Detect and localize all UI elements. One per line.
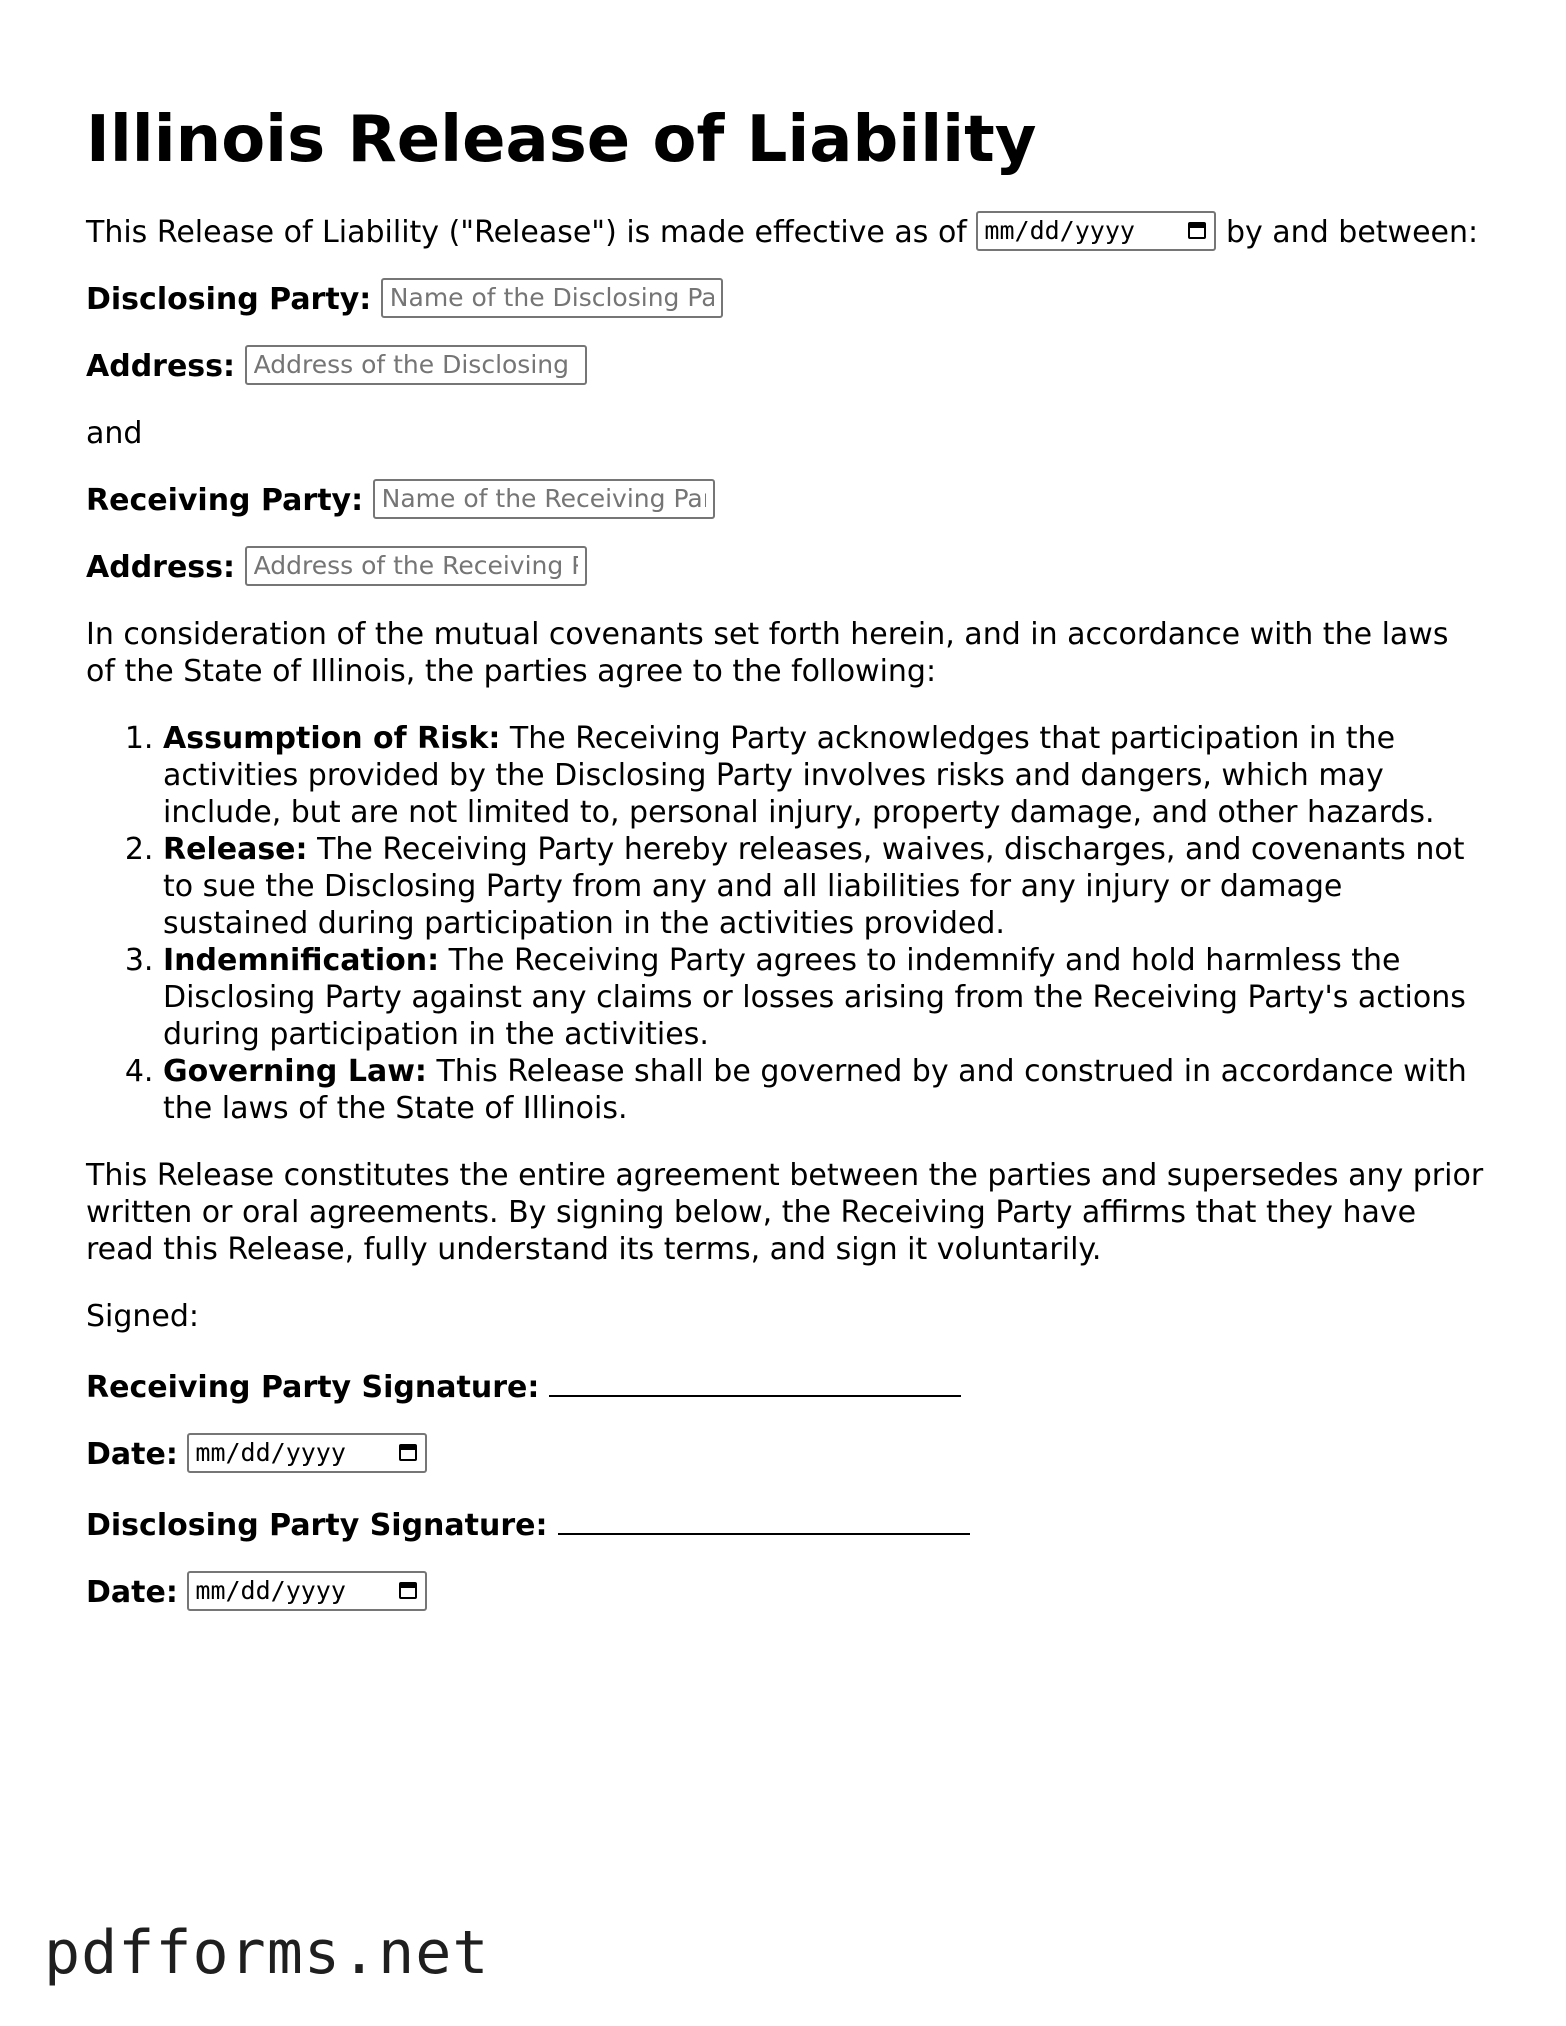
disclosing-date-label: Date: (86, 1575, 178, 1610)
intro-text-after: by and between: (1225, 215, 1479, 250)
term-text: This Release shall be governed by and construed in accordance with the laws of the State of Illinois. (163, 1054, 1467, 1126)
signed-text: Signed: (86, 1299, 200, 1334)
and-text: and (86, 416, 143, 451)
effective-date-input[interactable] (976, 211, 1216, 251)
disclosing-party-name-input[interactable] (381, 278, 723, 318)
list-item (163, 720, 1486, 831)
intro-text-before: This Release of Liability ("Release") is made effective as of (86, 215, 967, 250)
term-text: The Receiving Party agrees to indemnify and hold harmless the Disclosing Party against any claims or losses arising from the Receiving Party's actions during participation in the activities. (163, 943, 1466, 1052)
receiving-address-input[interactable] (245, 546, 587, 586)
date-placeholder: mm/dd/yyyy (984, 216, 1135, 245)
disclosing-address-input[interactable] (245, 345, 587, 385)
calendar-icon[interactable] (1188, 222, 1206, 239)
disclosing-party-label: Disclosing Party: (86, 282, 372, 317)
disclosing-address-label: Address: (86, 349, 236, 384)
disclosing-signature-line[interactable] (558, 1503, 970, 1535)
term-heading: Assumption of Risk: (163, 721, 501, 756)
disclosing-signature-row (86, 1503, 1486, 1544)
list-item (163, 831, 1486, 942)
page-title: Illinois Release of Liability (86, 103, 1037, 177)
receiving-signature-row (86, 1365, 1486, 1406)
terms-list (86, 720, 1486, 1127)
date-placeholder: mm/dd/yyyy (195, 1438, 346, 1467)
receiving-date-input[interactable] (187, 1433, 427, 1473)
list-item (163, 942, 1486, 1053)
disclosing-party-row (86, 281, 1486, 318)
disclosing-date-row (86, 1574, 1486, 1611)
term-text: The Receiving Party hereby releases, waives, discharges, and covenants not to sue the Disclosing Party from any and all liabilities for any injury or damage sustained during participation in the activities provided. (163, 832, 1465, 941)
receiving-party-name-input[interactable] (373, 479, 715, 519)
term-text: The Receiving Party acknowledges that participation in the activities provided by the Disclosing Party involves risks and dangers, which may include, but are not limited to, personal injury, property damage, and other hazards. (163, 721, 1435, 830)
receiving-address-row (86, 549, 1486, 586)
receiving-party-label: Receiving Party: (86, 483, 364, 518)
date-placeholder: mm/dd/yyyy (195, 1576, 346, 1605)
receiving-date-row (86, 1436, 1486, 1473)
receiving-address-label: Address: (86, 550, 236, 585)
document-page (86, 100, 1486, 1641)
disclosing-signature-label: Disclosing Party Signature: (86, 1508, 548, 1543)
disclosing-address-row (86, 348, 1486, 385)
receiving-date-label: Date: (86, 1437, 178, 1472)
term-heading: Governing Law: (163, 1054, 427, 1089)
term-heading: Release: (163, 832, 308, 867)
calendar-icon[interactable] (399, 1582, 417, 1599)
receiving-signature-line[interactable] (549, 1365, 961, 1397)
term-heading: Indemnification: (163, 943, 440, 978)
consideration-paragraph: In consideration of the mutual covenants set forth herein, and in accordance with the laws of the State of Illinois, the parties agree to the following: (86, 617, 1449, 689)
calendar-icon[interactable] (399, 1444, 417, 1461)
intro-paragraph (86, 214, 1486, 251)
entire-agreement-paragraph: This Release constitutes the entire agreement between the parties and supersedes any prior written or oral agreements. By signing below, the Receiving Party affirms that they have read this Release, fully understand its terms, and sign it voluntarily. (86, 1158, 1484, 1267)
disclosing-date-input[interactable] (187, 1571, 427, 1611)
receiving-party-row (86, 482, 1486, 519)
receiving-signature-label: Receiving Party Signature: (86, 1370, 540, 1405)
list-item (163, 1053, 1486, 1127)
watermark: pdfforms.net (44, 1918, 490, 1988)
